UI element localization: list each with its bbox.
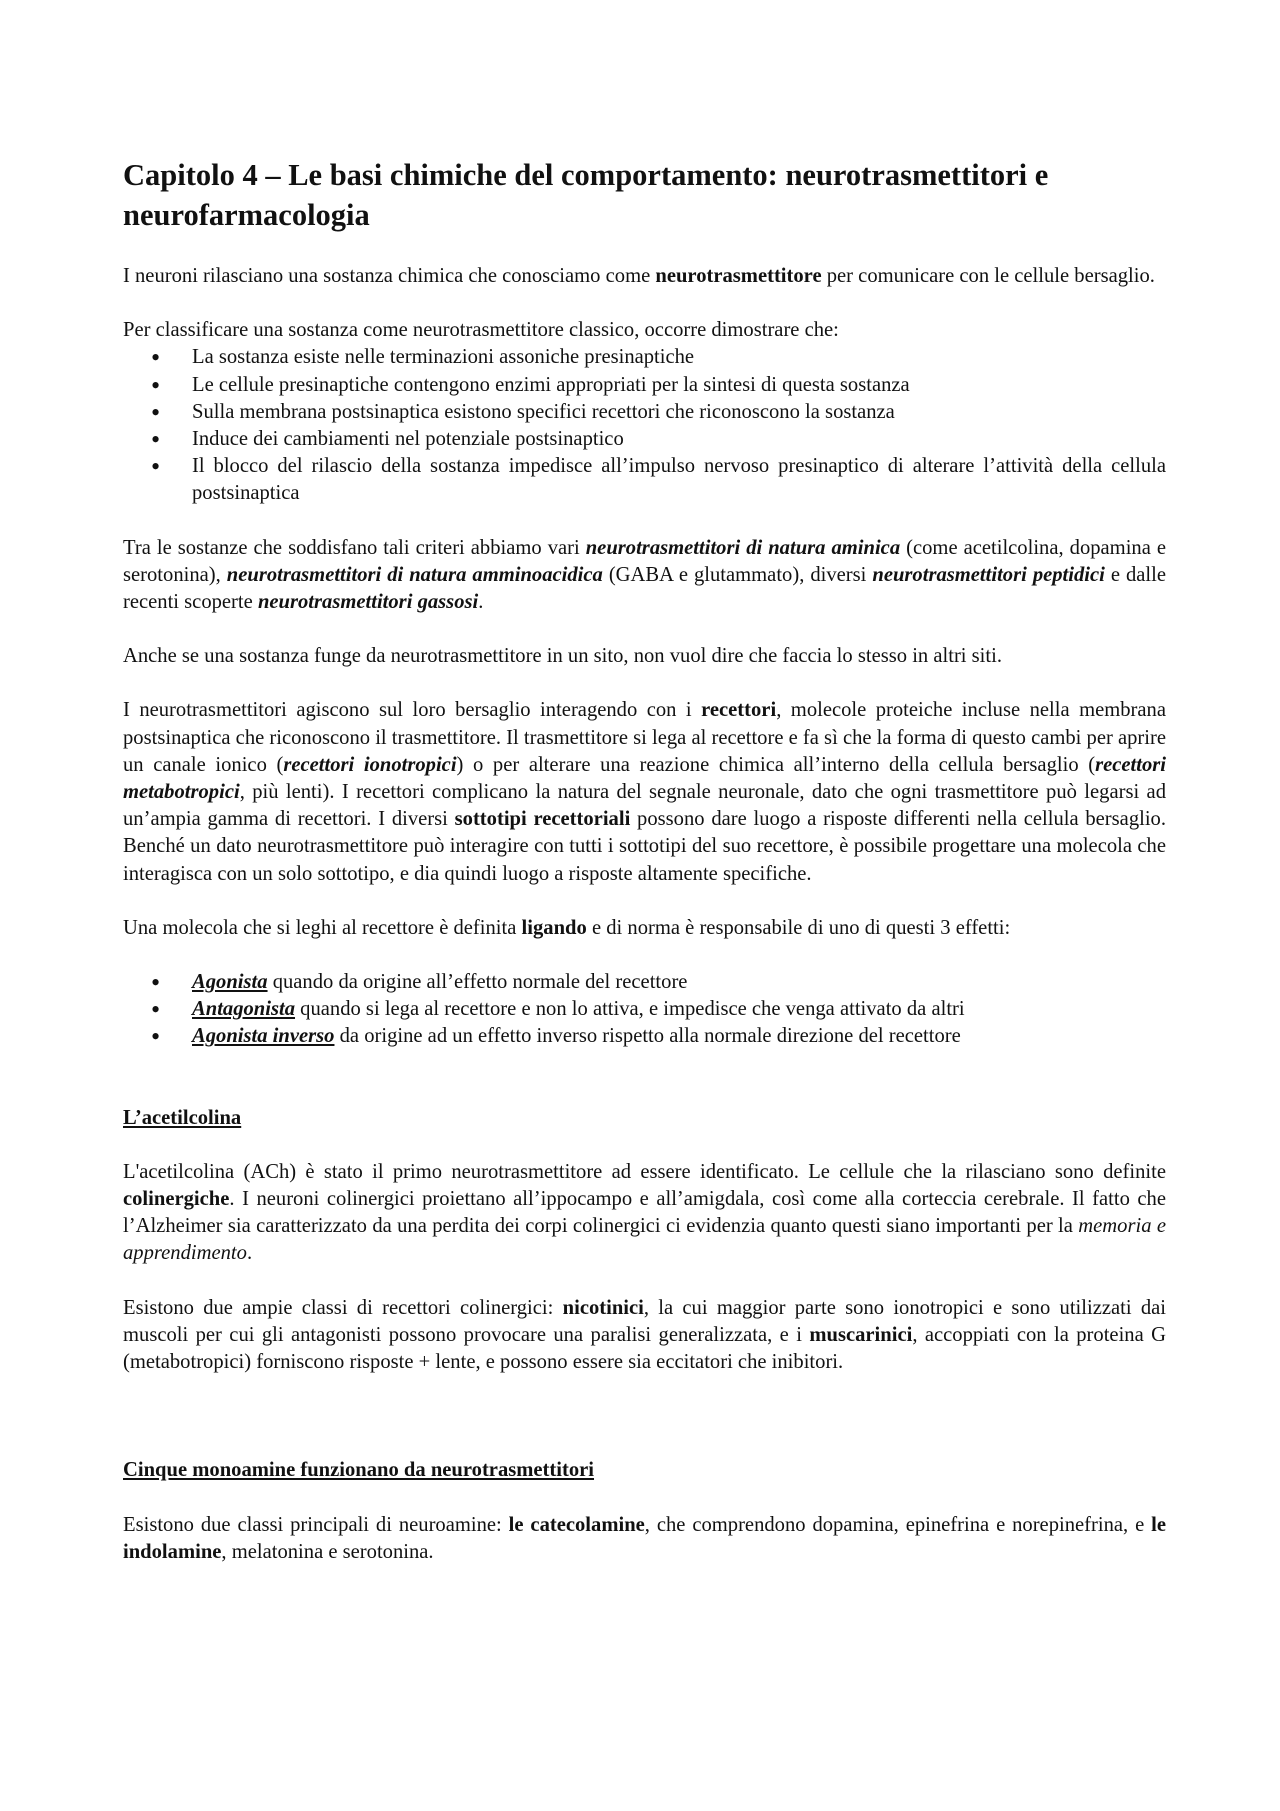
site-paragraph: Anche se una sostanza funge da neurotrasmettitore in un sito, non vuol dire che faccia lo stesso in altri siti.	[123, 645, 1002, 668]
bold-term: neurotrasmettitore	[655, 265, 822, 287]
bold-italic-term: neurotrasmettitori peptidici	[872, 563, 1105, 586]
text-run: .	[246, 1242, 253, 1265]
text-run: Una molecola che si leghi al recettore è definita	[123, 916, 522, 939]
text-run: I neurotrasmettitori agiscono sul loro bersaglio interagendo con i	[123, 699, 702, 722]
effect-desc: da origine ad un effetto inverso rispetto alla normale direzione del recettore	[334, 1025, 961, 1048]
text-run: , accoppiati con la proteina G (metabotropici) forniscono risposte + lente, e possono essere sia eccitatori che inibitori.	[123, 1323, 1167, 1374]
text-run: Tra le sostanze che soddisfano tali criteri abbiamo vari	[123, 536, 586, 559]
effect-desc: quando si lega al recettore e non lo attiva, e impedisce che venga attivato da altri	[295, 998, 965, 1021]
bold-term: le indolamine	[123, 1513, 1166, 1563]
text-run: , che comprendono dopamina, epinefrina e norepinefrina, e	[644, 1513, 1152, 1536]
bold-italic-term: recettori metabotropici	[123, 753, 1166, 804]
receptors-paragraph	[123, 697, 1166, 887]
list-item: • Il blocco del rilascio della sostanza impedisce all’impulso nervoso presinaptico di alterare l’attività della cellula postsinaptica	[192, 453, 1166, 507]
list-item	[192, 969, 1166, 996]
section-heading-acetylcholine: L’acetilcolina	[123, 1106, 242, 1129]
bold-term: ligando	[521, 916, 587, 939]
criteria-intro: Per classificare una sostanza come neurotrasmettitore classico, occorre dimostrare che:	[123, 319, 839, 342]
spacer	[123, 1078, 1166, 1105]
bold-term: nicotinici	[562, 1296, 644, 1319]
ligand-paragraph	[123, 915, 1166, 942]
list-item: • La sostanza esiste nelle terminazioni assoniche presinaptiche	[192, 344, 1166, 371]
effect-desc: quando da origine all’effetto normale del recettore	[267, 971, 688, 994]
effect-term: Agonista inverso	[192, 1025, 335, 1048]
bold-italic-term: neurotrasmettitori gassosi	[257, 591, 479, 614]
bold-term: le catecolamine	[508, 1513, 645, 1536]
effects-list	[123, 969, 1166, 1051]
bold-term: colinergiche	[123, 1188, 230, 1211]
bold-italic-term: recettori ionotropici	[283, 753, 457, 776]
text-run: , melatonina e serotonina.	[221, 1540, 434, 1563]
text-run: (GABA e glutammato), diversi	[602, 563, 873, 586]
text-run: Esistono due classi principali di neuroamine:	[123, 1513, 509, 1536]
text-run: L'acetilcolina (ACh) è stato il primo neurotrasmettitore ad essere identificato. Le cellule che la rilasciano sono definite	[123, 1160, 1166, 1183]
spacer	[123, 1403, 1166, 1457]
criteria-list	[123, 344, 1166, 507]
list-item: • Le cellule presinaptiche contengono enzimi appropriati per la sintesi di questa sostanza	[192, 372, 1166, 399]
text-run: possono dare luogo a risposte differenti nella cellula bersaglio. Benché un dato neurotrasmettitore può interagire con tutti i sottotipi del suo recettore, è possibile progettare una molecola che interagisca con un solo sottotipo, e dia quindi luogo a risposte altamente specifiche.	[123, 808, 1167, 885]
list-item	[192, 1023, 1166, 1050]
bold-italic-term: neurotrasmettitori di natura amminoacidica	[226, 563, 603, 586]
text-run: per comunicare con le cellule bersaglio.	[821, 265, 1155, 287]
bold-term: sottotipi recettoriali	[454, 808, 631, 831]
text-run: e dalle recenti scoperte	[123, 563, 1166, 614]
text-run: I neuroni rilasciano una sostanza chimica che conosciamo come	[123, 265, 656, 287]
list-item	[192, 996, 1166, 1023]
chapter-title: Capitolo 4 – Le basi chimiche del comportamento: neurotrasmettitori e neurofarmacologia	[123, 158, 1049, 232]
bold-italic-term: neurotrasmettitori di natura aminica	[585, 536, 901, 559]
text-run: Esistono due ampie classi di recettori colinergici:	[123, 1296, 563, 1319]
text-run: .	[478, 591, 484, 614]
effect-term: Agonista	[192, 971, 268, 994]
list-item: • Induce dei cambiamenti nel potenziale postsinaptico	[192, 426, 1166, 453]
bold-term: muscarinici	[809, 1323, 913, 1346]
effect-term: Antagonista	[192, 998, 296, 1021]
list-item: • Sulla membrana postsinaptica esistono specifici recettori che riconoscono la sostanza	[192, 399, 1166, 426]
text-run: . I neuroni colinergici proiettano all’ippocampo e all’amigdala, così come alla corteccia cerebrale. Il fatto che l’Alzheimer sia caratterizzato da una perdita dei corpi colinergici ci evidenzia quanto questi siano importanti per la	[123, 1188, 1166, 1238]
section-heading-monoamines: Cinque monoamine funzionano da neurotrasmettitori	[123, 1459, 595, 1482]
text-run: , la cui maggior parte sono ionotropici e sono utilizzati dai muscoli per cui gli antagonisti possono provocare una paralisi generalizzata, e i	[123, 1296, 1167, 1346]
cholinergic-receptors-paragraph	[123, 1295, 1166, 1377]
document-page	[123, 155, 1166, 1593]
text-run: (come acetilcolina, dopamina e serotonina),	[123, 536, 1166, 586]
text-run: e di norma è responsabile di uno di questi 3 effetti:	[586, 916, 1011, 939]
acetylcholine-paragraph	[123, 1159, 1166, 1268]
italic-term: memoria e apprendimento	[123, 1215, 1166, 1265]
bold-term: recettori	[701, 699, 777, 722]
text-run: , più lenti). I recettori complicano la natura del segnale neuronale, dato che ogni trasmettitore può legarsi ad un’ampia gamma di recettori. I diversi	[123, 781, 1166, 831]
text-run: , molecole proteiche incluse nella membrana postsinaptica che riconoscono il trasmettitore. Il trasmettitore si lega al recettore e fa sì che la forma di questo cambi per aprire un canale ionico (	[123, 699, 1167, 776]
text-run: ) o per alterare una reazione chimica all’interno della cellula bersaglio (	[456, 753, 1096, 776]
intro-paragraph	[123, 263, 1166, 290]
neurotransmitter-types-paragraph	[123, 535, 1166, 617]
monoamines-paragraph	[123, 1512, 1166, 1566]
